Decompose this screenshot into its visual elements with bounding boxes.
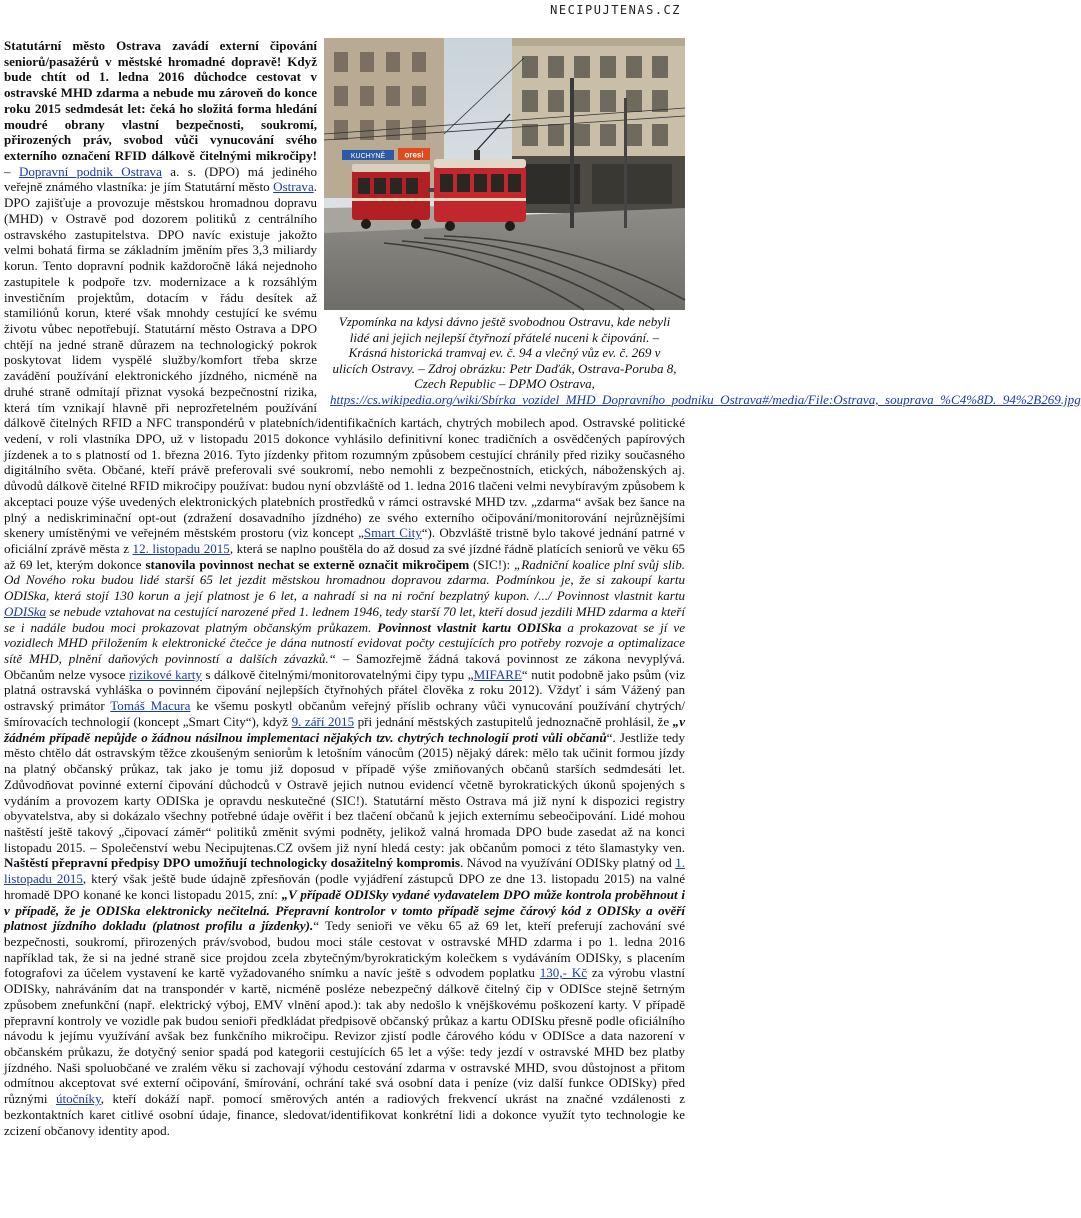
caption-source-link[interactable]: https://cs.wikipedia.org/wiki/Sbírka_vozidel_MHD_Dopravního_podniku_Ostrava#/media/File:Ostrava,_souprava_%C4%8D._94%2B269.jpg [330, 391, 1081, 407]
figure [324, 38, 1081, 408]
text: a. s. (DPO) má jediného veřejně známého vlastníka: je jím Statutární město [4, 163, 317, 195]
quote-text: se nebude vztahovat na cestující narozené před 1. lednem 1946, tedy starší 70 let, kteří dosud jezdili MHD zdarma a kteří se i nadále budou moci prokazovat platným občanským průkazem. [4, 603, 685, 635]
link-utocniky[interactable]: útočníky [55, 1091, 101, 1107]
shop-sign-logo: oresi [404, 150, 424, 160]
tram-photo [324, 38, 685, 310]
text: , která se naplno pouštěla do až dosud za své jízdné řádně platících seniorů ve věku 65 až 69 let, kterým dokonce [4, 541, 685, 572]
quote-bold-text: „V případě ODISky vydané vydavatelem DPO může kontrola proběhnout i v případě, že je ODISka elektronicky nečitelná. Přepravní kontrolor v tomto případě sejme čárový kód z ODISky a ověří platnost jízdního dokladu (platnost profilu a jízdenky). [4, 886, 686, 934]
lead-paragraph: Statutární město Ostrava zavádí externí čipování seniorů/pasažérů v městské hromadné dopravě! Když bude chtít od 1. ledna 2016 důchodce cestovat v ostravské MHD zdarma a nebude mu zároveň do konce roku 2015 sedmdesát let: čeká ho složitá forma hledání moudré obrany vlastní bezpečnosti, soukromí, přirozených práv, svobod vůči vynucování svého externího označení RFID dálkově čitelnými mikročipy! [4, 38, 317, 164]
text: – Samozřejmě žádná taková povinnost ze zákona nevyplývá. Občanům nelze vysoce [4, 651, 686, 682]
text: , který však ještě bude údajně zpřesňován (podle vyjádření zástupců DPO ze dne 13. listopadu 2015) na valné hromadě DPO konané ke konci listopadu 2015, zní: [4, 871, 685, 902]
text: při jednání městských zastupitelů jednoznačně prohlásil, že [354, 713, 673, 729]
link-mifare[interactable]: MIFARE [473, 666, 522, 682]
shop-sign-text: KUCHYNĚ [350, 153, 386, 160]
text: “. Jestliže tedy město chtělo dát ostravským těžce zkoušeným seniorům k letošním vánocům (2015) nějaký dárek: mělo tak učinit formou jízdy na platný občanský průkaz, tak jako je tomu již doposud v případě výše zmiňovaných občanů starších sedmdesáti let. Zdůvodňovat povinné externí čipování důchodců v Ostravě jejich nutnou evidencí včetně byrokratických úkonů spojených s vydáním a provozem karty ODISka je opravdu neskutečné (SIC!). Statutární město Ostrava má již nyní k dispozici registry obyvatelstva, aby si dokázalo všechny potřebné údaje ověřit i bez tlačení občanů k jejich externímu sebeočipování. Lidé mohou naštěstí ještě takový „čipovací záměr“ politiků změnit svými podněty, jelikož valná hromada DPO bude zasedat až na konci listopadu 2015. – Společenství webu Necipujtenas.CZ ovšem již nyní hledá cesty: jak občanům pomoci z této šlamastyky ven. [4, 729, 685, 855]
text: – [4, 163, 19, 179]
link-ostrava[interactable]: Ostrava [273, 179, 314, 195]
text: ke všemu poskytl občanům veřejný příslib ochrany vůči vynucování používání chytrých/šmírovacích technologií (koncept „Smart City“), když [4, 698, 685, 729]
quote-bold-text: „v žádném případě nepůjde o žádnou násilnou implementaci nějakých tzv. chytrých technologií proti vůli občanů [4, 713, 685, 745]
text: (SIC!): [469, 556, 515, 572]
site-header: NECIPUJTENAS.CZ [550, 3, 681, 17]
text: “ nutit podobně jako psům (viz platná ostravská vyhláška o povinném čipování nejlepších čtyřnohých přátel člověka z roku 2012). Vždyť i sám Vážený pan ostravský primátor [4, 666, 685, 714]
link-odiska[interactable]: ODISka [4, 603, 47, 619]
figure-caption [324, 310, 1081, 408]
link-130-kc[interactable]: 130,- Kč [539, 965, 588, 981]
link-1-listopadu-2015[interactable]: 1. listopadu 2015 [4, 855, 686, 887]
link-rizikove-karty[interactable]: rizikové karty [128, 666, 202, 682]
link-12-listopadu-2015[interactable]: 12. listopadu 2015 [132, 541, 230, 556]
link-smart-city[interactable]: Smart City [363, 525, 422, 541]
text: . DPO zajišťuje a provozuje městskou hromadnou dopravu (MHD) v Ostravě pod dozorem politiků z centrálního ostravského zastupitelstva. DPO navíc existuje jakožto velmi bohatá firma se základním jměním přes 3,3 miliardy korun. Tento dopravní podnik každoročně láká nejednoho zastupitele k podpoře tzv. modernizace a k rozsáhlým investičním projektům, dotacím v řádu desítek až stamiliónů korun, které však mnohdy cestující ke svému životu vůbec nepotřebují. Statutární město Ostrava a DPO chtějí na jedné straně důrazem na technologický pokrok poskytovat lidem vyspělé služby/komfort třeba skrze zavádění používání elektronického jízdného, nicméně na druhé straně odmítají přiznat vysoká bezpečnostní rizika, která tím vznikají hlavně při neprozřetelném používání dálkově čitelných RFID a NFC transpondérů v platebních/identifikačních kartách, chytrých mobilech apod. Ostravské politické vedení, v roli vlastníka DPO, už v listopadu 2015 dokonce vyhlásilo definitivní konec tradičních a osvědčených papírových jízdenek a to s platností od 1. března 2016. Tyto jízdenky přitom rozumným způsobem cestující chránily před riziky současného digitálního světa. Občané, kteří právě preferovali své soukromí, nebo nemohli z bezpečnostních, etických, náboženských aj. důvodů dálkově čitelné RFID mikročipy používat: budou nyní obzvláště od 1. ledna 2016 tlačeni velmi nevybíravým způsobem k akceptaci pouze výše uvedených elektronických platebních prostředků v rámci ostravské MHD tzv. „zdarma“ avšak bez šance na plný a nediskriminační opt-out (zdražení dosavadního jízdného) ze svého externího očipování/monitorování nejrůznějšími skenery umístěnými ve veřejném městském prostoru (viz koncept „ [4, 179, 685, 541]
quote-text: a prokazovat se jí ve vozidlech MHD přiložením k elektronické čtečce je dána nutností evidovat počty cestujících pro potřeby rozvoje a optimalizace sítě MHD, plnění daňových povinností a dalších závazků.“ [4, 619, 685, 667]
quote-text: „Radniční koalice plní svůj slib. Od Nového roku budou lidé starší 65 let jezdit městskou hromadnou dopravou zdarma. Podmínkou je, že si zakoupí kartu ODISka, která stojí 130 korun a její platnost je 6 let, a nahradí si na ni roční bezplatný kupon. /.../ Povinnost vlastnit kartu [4, 556, 685, 604]
link-9-zari-2015[interactable]: 9. září 2015 [291, 713, 355, 729]
text: , kteří dokáží např. pomocí směrových antén a radiových frekvencí ukrást na značné vzdálenosti z bezkontaktních karet citlivé osobní údaje, finance, sledovat/identifikovat konkrétní lidi a dokonce využít tyto technologie ke zcizení občanovy identity apod. [4, 1091, 685, 1138]
link-tomas-macura[interactable]: Tomáš Macura [110, 698, 191, 714]
text: “ Tedy senioři ve věku 65 až 69 let, kteří preferují zachování své bezpečnosti, soukromí, přirozených práv/svobod, budou moci stále cestovat v ostravské MHD zdarma i po 1. ledna 2016 například tak, že si na jedné straně sice projdou zcela zbytečným/byrokratickým kolečkem s vydáváním ODISky, s placením fotografovi za účelem vystavení ke kartě vyžadovaného snímku a navíc ještě s odvodem poplatku [4, 918, 685, 981]
text: . Návod na využívání ODISky platný od [460, 855, 676, 871]
text: s dálkově čitelnými/monitorovatelnými čipy typu „ [201, 666, 474, 682]
text: “). Obzvláště tristně bylo takové jednání patrné v oficiální zprávě města z [4, 525, 685, 556]
caption-text: Vzpomínka na kdysi dávno ještě svobodnou Ostravu, kde nebyli lidé ani jejich nejlepší čtyřnozí přátelé nuceni k čipování. – Krásná historická tramvaj ev. č. 94 a vlečný vůz ev. č. 269 v ulicích Ostravy. – Zdroj obrázku: Petr Daďák, Ostrava-Poruba 8, Czech Republic – DPMO Ostrava, [332, 314, 677, 392]
text: za výrobu vlastní ODISky, nahráváním dat na transpondér v kartě, nicméně posléze nebezpečný dálkově čitelný čip v ODISce stejně šetrným způsobem znefunkční (např. elektrický výboj, EMV vlnění apod.): tak aby nedošlo k vnějškovému poškození karty. V případě přepravní kontroly ve vozidle pak budou senioři předkládat předpisově občanský průkaz a kartu ODISku přesně podle oficiálního návodu k jejímu využívání avšak bez funkčního mikročipu. Revizor zjistí podle čárového kódu v ODISce a data nazorení v občanském průkazu, že dotyčný senior spadá pod kategorii cestujících 65 let a výše: tedy jezdí v ostravské MHD bez platby jízdného. Naši spoluobčané ve zralém věku si zachovají výhodu cestování zdarma v ostravské MHD, svou důstojnost a přitom odmítnou akceptovat své externí očipování, šmírování, ochrání také svá osobní data i peníze (viz další funkce ODISky) před různými [4, 965, 686, 1107]
article [4, 38, 1081, 1138]
link-dopravni-podnik-ostrava[interactable]: Dopravní podnik Ostrava [18, 163, 162, 179]
bold-text: Naštěstí přepravní předpisy DPO umožňují technologicky dosažitelný kompromis [4, 855, 461, 871]
quote-bold-text: Povinnost vlastnit kartu ODISka [377, 619, 562, 635]
bold-text: stanovila povinnost nechat se externě označit mikročipem [145, 556, 470, 572]
